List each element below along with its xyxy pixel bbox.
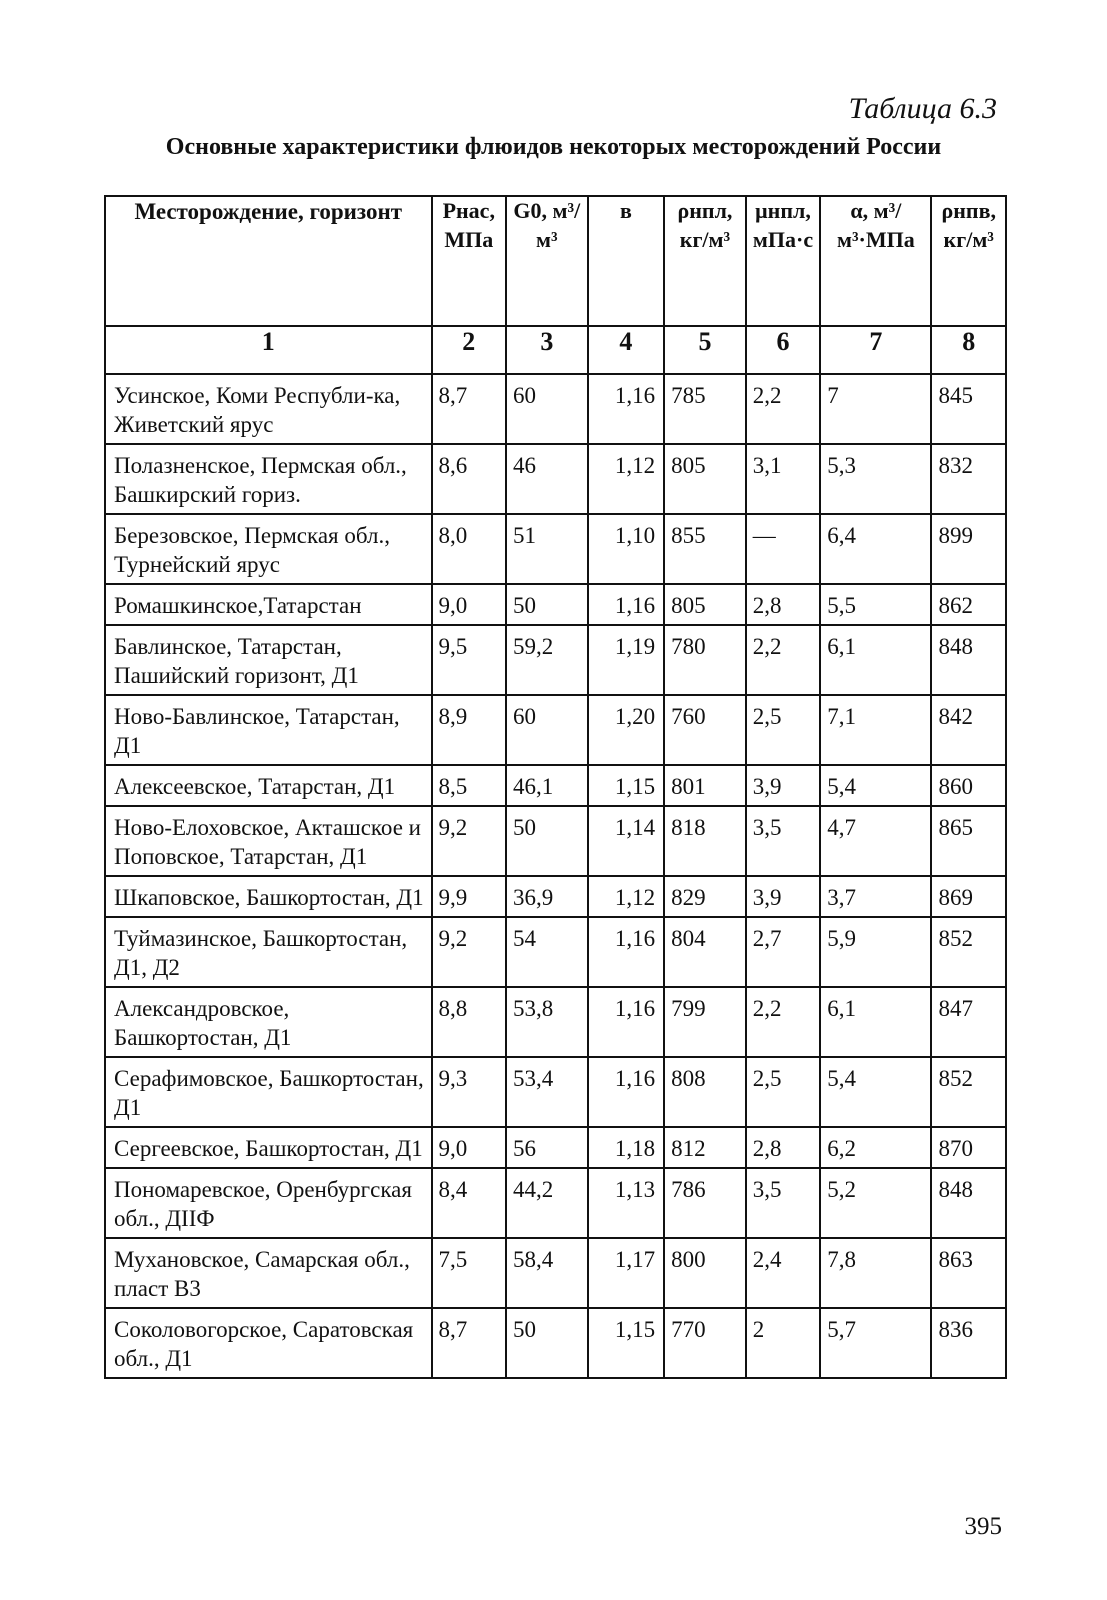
gas-factor-cell: 56 <box>506 1127 588 1168</box>
degassed-density-cell: 852 <box>931 1057 1006 1127</box>
viscosity-cell: 2,4 <box>746 1238 820 1308</box>
column-number: 1 <box>105 326 432 374</box>
saturation-pressure-cell: 8,8 <box>432 987 506 1057</box>
saturation-pressure-cell: 8,4 <box>432 1168 506 1238</box>
field-name-cell: Березовское, Пермская обл., Турнейский ярус <box>105 514 432 584</box>
column-number: 8 <box>931 326 1006 374</box>
compressibility-cell: 7 <box>820 374 931 444</box>
volume-factor-cell: 1,20 <box>588 695 665 765</box>
gas-factor-cell: 53,8 <box>506 987 588 1057</box>
volume-factor-cell: 1,16 <box>588 584 665 625</box>
field-name-cell: Серафимовское, Башкортостан, Д1 <box>105 1057 432 1127</box>
degassed-density-cell: 860 <box>931 765 1006 806</box>
column-number: 5 <box>664 326 746 374</box>
gas-factor-cell: 36,9 <box>506 876 588 917</box>
viscosity-cell: 2,2 <box>746 987 820 1057</box>
fluid-properties-table <box>104 195 1007 1379</box>
saturation-pressure-cell: 9,5 <box>432 625 506 695</box>
reservoir-density-cell: 800 <box>664 1238 746 1308</box>
column-number: 6 <box>746 326 820 374</box>
reservoir-density-cell: 829 <box>664 876 746 917</box>
compressibility-cell: 6,2 <box>820 1127 931 1168</box>
volume-factor-cell: 1,15 <box>588 765 665 806</box>
gas-factor-cell: 60 <box>506 695 588 765</box>
table-row <box>105 917 1006 987</box>
saturation-pressure-cell: 9,0 <box>432 1127 506 1168</box>
table-row <box>105 987 1006 1057</box>
volume-factor-cell: 1,16 <box>588 987 665 1057</box>
field-name-cell: Мухановское, Самарская обл., пласт В3 <box>105 1238 432 1308</box>
table-row <box>105 514 1006 584</box>
field-name-cell: Сергеевское, Башкортостан, Д1 <box>105 1127 432 1168</box>
compressibility-cell: 3,7 <box>820 876 931 917</box>
column-number-row <box>105 326 1006 374</box>
viscosity-cell: 2 <box>746 1308 820 1378</box>
volume-factor-cell: 1,14 <box>588 806 665 876</box>
reservoir-density-cell: 785 <box>664 374 746 444</box>
saturation-pressure-cell: 9,2 <box>432 917 506 987</box>
degassed-density-cell: 836 <box>931 1308 1006 1378</box>
gas-factor-cell: 58,4 <box>506 1238 588 1308</box>
column-number: 2 <box>432 326 506 374</box>
volume-factor-cell: 1,18 <box>588 1127 665 1168</box>
table-row <box>105 1057 1006 1127</box>
table-title: Основные характеристики флюидов некоторых месторождений России <box>165 134 942 160</box>
column-number: 4 <box>588 326 665 374</box>
viscosity-cell: 3,9 <box>746 765 820 806</box>
volume-factor-cell: 1,16 <box>588 917 665 987</box>
field-name-cell: Соколовогорское, Саратовская обл., Д1 <box>105 1308 432 1378</box>
reservoir-density-cell: 812 <box>664 1127 746 1168</box>
saturation-pressure-cell: 9,2 <box>432 806 506 876</box>
field-name-cell: Пономаревское, Оренбургская обл., ДIIФ <box>105 1168 432 1238</box>
viscosity-cell: 2,5 <box>746 1057 820 1127</box>
saturation-pressure-cell: 8,7 <box>432 1308 506 1378</box>
volume-factor-cell: 1,17 <box>588 1238 665 1308</box>
degassed-density-cell: 870 <box>931 1127 1006 1168</box>
field-name-cell: Александровское, Башкортостан, Д1 <box>105 987 432 1057</box>
gas-factor-cell: 54 <box>506 917 588 987</box>
gas-factor-cell: 44,2 <box>506 1168 588 1238</box>
degassed-density-cell: 865 <box>931 806 1006 876</box>
table-row <box>105 876 1006 917</box>
header-degassed-density: ρнпв, кг/м³ <box>931 196 1006 326</box>
table-row <box>105 1168 1006 1238</box>
volume-factor-cell: 1,13 <box>588 1168 665 1238</box>
volume-factor-cell: 1,12 <box>588 876 665 917</box>
volume-factor-cell: 1,15 <box>588 1308 665 1378</box>
compressibility-cell: 5,2 <box>820 1168 931 1238</box>
compressibility-cell: 4,7 <box>820 806 931 876</box>
header-volume-factor: в <box>588 196 665 326</box>
volume-factor-cell: 1,16 <box>588 1057 665 1127</box>
degassed-density-cell: 848 <box>931 1168 1006 1238</box>
field-name-cell: Усинское, Коми Республи-ка, Живетский ярус <box>105 374 432 444</box>
header-gas-factor: G0, м³/м³ <box>506 196 588 326</box>
degassed-density-cell: 845 <box>931 374 1006 444</box>
viscosity-cell: 2,2 <box>746 625 820 695</box>
degassed-density-cell: 869 <box>931 876 1006 917</box>
compressibility-cell: 5,5 <box>820 584 931 625</box>
gas-factor-cell: 46 <box>506 444 588 514</box>
field-name-cell: Шкаповское, Башкортостан, Д1 <box>105 876 432 917</box>
field-name-cell: Ромашкинское,Татарстан <box>105 584 432 625</box>
compressibility-cell: 6,1 <box>820 625 931 695</box>
gas-factor-cell: 50 <box>506 806 588 876</box>
volume-factor-cell: 1,19 <box>588 625 665 695</box>
degassed-density-cell: 847 <box>931 987 1006 1057</box>
reservoir-density-cell: 804 <box>664 917 746 987</box>
compressibility-cell: 5,4 <box>820 1057 931 1127</box>
column-number: 7 <box>820 326 931 374</box>
table-row <box>105 374 1006 444</box>
column-number: 3 <box>506 326 588 374</box>
saturation-pressure-cell: 8,9 <box>432 695 506 765</box>
compressibility-cell: 7,8 <box>820 1238 931 1308</box>
table-row <box>105 806 1006 876</box>
page-number: 395 <box>964 1513 1002 1540</box>
degassed-density-cell: 832 <box>931 444 1006 514</box>
compressibility-cell: 5,3 <box>820 444 931 514</box>
table-row <box>105 1127 1006 1168</box>
field-name-cell: Алексеевское, Татарстан, Д1 <box>105 765 432 806</box>
reservoir-density-cell: 818 <box>664 806 746 876</box>
gas-factor-cell: 60 <box>506 374 588 444</box>
gas-factor-cell: 50 <box>506 1308 588 1378</box>
reservoir-density-cell: 855 <box>664 514 746 584</box>
header-field: Месторождение, горизонт <box>105 196 432 326</box>
table-row <box>105 765 1006 806</box>
table-body <box>105 374 1006 1378</box>
header-reservoir-density: ρнпл, кг/м³ <box>664 196 746 326</box>
header-compressibility: α, м³/м³·МПа <box>820 196 931 326</box>
table-row <box>105 695 1006 765</box>
compressibility-cell: 5,9 <box>820 917 931 987</box>
saturation-pressure-cell: 8,6 <box>432 444 506 514</box>
field-name-cell: Полазненское, Пермская обл., Башкирский гориз. <box>105 444 432 514</box>
volume-factor-cell: 1,16 <box>588 374 665 444</box>
gas-factor-cell: 51 <box>506 514 588 584</box>
compressibility-cell: 7,1 <box>820 695 931 765</box>
gas-factor-cell: 59,2 <box>506 625 588 695</box>
field-name-cell: Ново-Елоховское, Акташское и Поповское, Татарстан, Д1 <box>105 806 432 876</box>
saturation-pressure-cell: 8,5 <box>432 765 506 806</box>
degassed-density-cell: 862 <box>931 584 1006 625</box>
gas-factor-cell: 46,1 <box>506 765 588 806</box>
degassed-density-cell: 848 <box>931 625 1006 695</box>
degassed-density-cell: 863 <box>931 1238 1006 1308</box>
reservoir-density-cell: 780 <box>664 625 746 695</box>
volume-factor-cell: 1,12 <box>588 444 665 514</box>
saturation-pressure-cell: 9,3 <box>432 1057 506 1127</box>
saturation-pressure-cell: 9,0 <box>432 584 506 625</box>
viscosity-cell: 3,1 <box>746 444 820 514</box>
compressibility-cell: 6,4 <box>820 514 931 584</box>
reservoir-density-cell: 805 <box>664 444 746 514</box>
table-label: Таблица 6.3 <box>848 92 997 125</box>
saturation-pressure-cell: 7,5 <box>432 1238 506 1308</box>
table-row <box>105 584 1006 625</box>
field-name-cell: Ново-Бавлинское, Татарстан, Д1 <box>105 695 432 765</box>
viscosity-cell: 3,9 <box>746 876 820 917</box>
header-saturation-pressure: Pнас, МПа <box>432 196 506 326</box>
table-row <box>105 625 1006 695</box>
field-name-cell: Туймазинское, Башкортостан, Д1, Д2 <box>105 917 432 987</box>
reservoir-density-cell: 770 <box>664 1308 746 1378</box>
viscosity-cell: 3,5 <box>746 806 820 876</box>
reservoir-density-cell: 801 <box>664 765 746 806</box>
viscosity-cell: 2,8 <box>746 1127 820 1168</box>
compressibility-cell: 5,4 <box>820 765 931 806</box>
degassed-density-cell: 852 <box>931 917 1006 987</box>
volume-factor-cell: 1,10 <box>588 514 665 584</box>
gas-factor-cell: 53,4 <box>506 1057 588 1127</box>
header-viscosity: μнпл, мПа·с <box>746 196 820 326</box>
saturation-pressure-cell: 8,0 <box>432 514 506 584</box>
degassed-density-cell: 842 <box>931 695 1006 765</box>
table-row <box>105 444 1006 514</box>
compressibility-cell: 5,7 <box>820 1308 931 1378</box>
gas-factor-cell: 50 <box>506 584 588 625</box>
viscosity-cell: 2,7 <box>746 917 820 987</box>
reservoir-density-cell: 786 <box>664 1168 746 1238</box>
reservoir-density-cell: 805 <box>664 584 746 625</box>
viscosity-cell: 3,5 <box>746 1168 820 1238</box>
reservoir-density-cell: 799 <box>664 987 746 1057</box>
compressibility-cell: 6,1 <box>820 987 931 1057</box>
reservoir-density-cell: 760 <box>664 695 746 765</box>
viscosity-cell: 2,8 <box>746 584 820 625</box>
reservoir-density-cell: 808 <box>664 1057 746 1127</box>
degassed-density-cell: 899 <box>931 514 1006 584</box>
table-row <box>105 1308 1006 1378</box>
viscosity-cell: 2,2 <box>746 374 820 444</box>
table-row <box>105 1238 1006 1308</box>
field-name-cell: Бавлинское, Татарстан, Пашийский горизонт, Д1 <box>105 625 432 695</box>
viscosity-cell: — <box>746 514 820 584</box>
viscosity-cell: 2,5 <box>746 695 820 765</box>
saturation-pressure-cell: 9,9 <box>432 876 506 917</box>
saturation-pressure-cell: 8,7 <box>432 374 506 444</box>
